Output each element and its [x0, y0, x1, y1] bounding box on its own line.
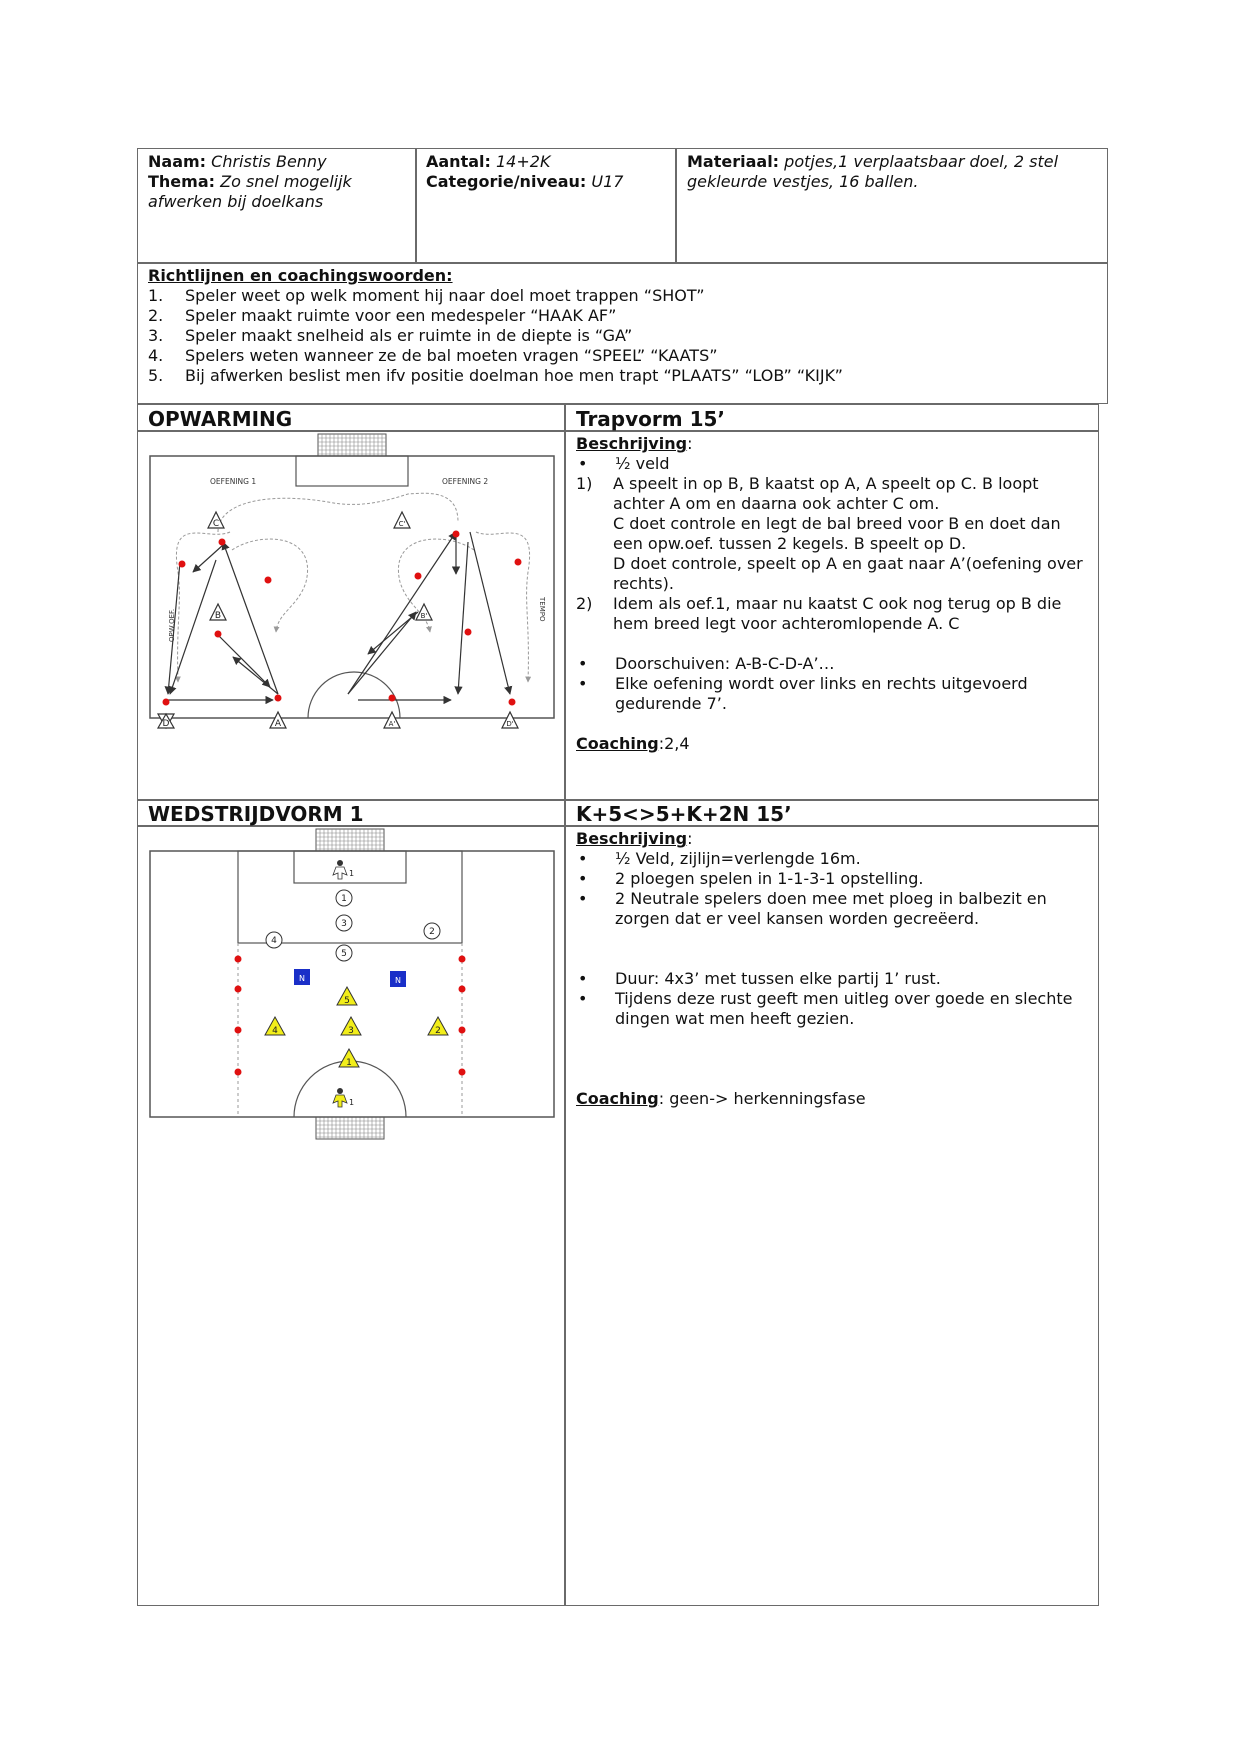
player-number: 5	[341, 949, 347, 959]
materiaal-value: potjes,1 verplaatsbaar doel, 2 stel gekleurde vestjes, 16 ballen.	[687, 152, 1059, 191]
player-number: 3	[348, 1026, 354, 1036]
opw-label: OPW.OEF.	[168, 608, 176, 642]
cone-label: D'	[506, 720, 514, 728]
player-number: 1	[346, 1058, 352, 1068]
wedstrijd-description: Beschrijving: • ½ Veld, zijlijn=verlengde 16m. • 2 ploegen spelen in 1-1-3-1 opstelling. • 2 Neutrale spelers doen mee met ploeg in balbezit en zorgen dat er veel kansen worden gecreëerd. • Duur: 4x3’ met tussen elke partij 1’ rust. • Tijdens deze rust geeft men uitleg over goede en slechte dingen wat men heeft gezien. Coaching: geen-> herkenningsfase	[566, 827, 1096, 1111]
neutral-label: N	[395, 976, 401, 985]
list-item: • 2 Neutrale spelers doen mee met ploeg in balbezit en zorgen dat er veel kansen worden gecreëerd.	[578, 889, 1047, 928]
coaching-label: Coaching	[576, 734, 659, 753]
field-outline	[150, 851, 554, 1117]
cone-label: B'	[420, 612, 428, 620]
goal-icon	[318, 434, 386, 456]
list-item: 1) A speelt in op B, B kaatst op A, A speelt op C. B loopt achter A om en daarna ook achter C om.	[576, 474, 1039, 513]
cone-label: A	[274, 719, 282, 729]
thema-label: Thema:	[148, 172, 216, 191]
field-outline	[150, 456, 554, 718]
naam-label: Naam:	[148, 152, 207, 171]
list-item: • ½ veld	[578, 454, 670, 473]
keeper-label: 1	[349, 869, 355, 878]
naam-value: Christis Benny	[211, 152, 327, 171]
richtlijn-item: 4. Spelers weten wanneer ze de bal moeten vragen “SPEEL” “KAATS”	[148, 346, 718, 365]
list-item: • Elke oefening wordt over links en rechts uitgevoerd gedurende 7’.	[578, 674, 1028, 713]
opwarming-title: OPWARMING	[148, 407, 293, 431]
oefening1-label: OEFENING 1	[210, 477, 257, 486]
richtlijnen-content	[138, 264, 1106, 388]
kvorm-title: K+5<>5+K+2N 15’	[576, 802, 792, 826]
richtlijnen-title: Richtlijnen en coachingswoorden:	[148, 266, 453, 285]
cone-label: C'	[398, 520, 406, 528]
header-materiaal-cell	[677, 150, 1107, 194]
goal-icon	[316, 1117, 384, 1139]
beschrijving-label: Beschrijving	[576, 434, 688, 453]
coaching-value: :2,4	[658, 734, 690, 753]
player-number: 2	[435, 1026, 441, 1036]
richtlijn-item: 1. Speler weet op welk moment hij naar doel moet trappen “SHOT”	[148, 286, 705, 305]
cone-label: C	[212, 519, 220, 529]
categorie-value: U17	[591, 172, 624, 191]
tempo-label: TEMPO	[538, 597, 546, 622]
aantal-value: 14+2K	[496, 152, 551, 171]
cone-label: A'	[388, 720, 396, 728]
player-number: 5	[344, 996, 350, 1006]
list-item: • Tijdens deze rust geeft men uitleg over goede en slechte dingen wat men heeft gezien.	[578, 989, 1073, 1028]
richtlijn-item: 3. Speler maakt snelheid als er ruimte in de diepte is “GA”	[148, 326, 633, 345]
list-item: • 2 ploegen spelen in 1-1-3-1 opstelling.	[578, 869, 924, 888]
player-number: 1	[341, 894, 347, 904]
materiaal-label: Materiaal:	[687, 152, 780, 171]
neutral-label: N	[299, 974, 305, 983]
cone-label: D	[162, 719, 170, 729]
list-item: C doet controle en legt de bal breed voor B en doet dan een opw.oef. tussen 2 kegels. B speelt op D.	[613, 514, 1061, 553]
wedstrijdvorm-title: WEDSTRIJDVORM 1	[148, 802, 364, 826]
coaching-value: : geen-> herkenningsfase	[658, 1089, 866, 1108]
player-number: 4	[272, 1026, 278, 1036]
cone-label: B	[214, 611, 222, 621]
list-item: 2) Idem als oef.1, maar nu kaatst C ook nog terug op B die hem breed legt voor achteromlopende A. C	[576, 594, 1062, 633]
player-number: 3	[341, 919, 347, 929]
richtlijn-item: 5. Bij afwerken beslist men ifv positie doelman hoe men trapt “PLAATS” “LOB” “KIJK”	[148, 366, 843, 385]
trapvorm-title: Trapvorm 15’	[576, 407, 725, 431]
header-aantal-cell	[416, 150, 675, 194]
list-item: • Doorschuiven: A-B-C-D-A’…	[578, 654, 835, 673]
categorie-label: Categorie/niveau:	[426, 172, 587, 191]
richtlijn-item: 2. Speler maakt ruimte voor een medespeler “HAAK AF”	[148, 306, 617, 325]
header-naam-cell	[138, 150, 415, 214]
oefening2-label: OEFENING 2	[442, 477, 489, 486]
wedstrijd-diagram	[148, 827, 558, 1147]
list-item: D doet controle, speelt op A en gaat naar A’(oefening over rechts).	[613, 554, 1083, 593]
coaching-label: Coaching	[576, 1089, 659, 1108]
keeper-label: 1	[349, 1098, 355, 1107]
goal-icon	[316, 829, 384, 851]
player-number: 2	[429, 927, 435, 937]
beschrijving-label: Beschrijving	[576, 829, 688, 848]
player-number: 4	[271, 936, 277, 946]
opwarming-description: Beschrijving: • ½ veld 1) A speelt in op B, B kaatst op A, A speelt op C. B loopt achter A om en daarna ook achter C om. C doet controle en legt de bal breed voor B en doet dan een opw.oef. tussen 2 kegels. B speelt op D. D doet controle, speelt op A en gaat naar A’(oefening over rechts). 2) Idem als oef.1, maar nu kaatst C ook nog terug op B die hem breed legt voor achteromlopende A. C • Doorschuiven: A-B-C-D-A’… • Elke oefening wordt over links en rechts uitgevoerd gedurende 7’. Coaching:2,4	[566, 432, 1096, 756]
list-item: • Duur: 4x3’ met tussen elke partij 1’ rust.	[578, 969, 941, 988]
aantal-label: Aantal:	[426, 152, 491, 171]
thema-value: Zo snel mogelijk afwerken bij doelkans	[148, 172, 352, 211]
list-item: • ½ Veld, zijlijn=verlengde 16m.	[578, 849, 861, 868]
opwarming-diagram	[148, 432, 558, 740]
